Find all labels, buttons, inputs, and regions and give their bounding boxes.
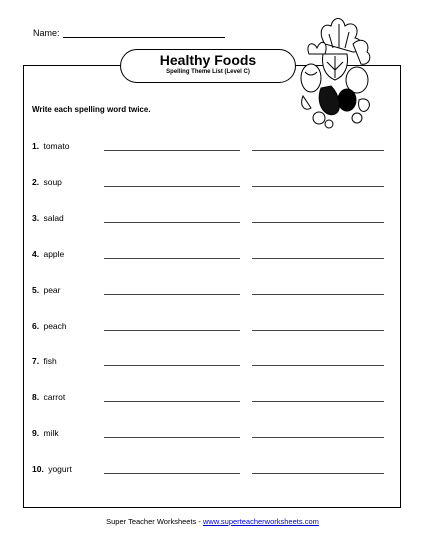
word-number: 5. [32, 285, 40, 295]
spelling-word: salad [43, 213, 64, 223]
word-number: 9. [32, 428, 40, 438]
vegetables-illustration-icon [295, 14, 375, 130]
write-line-second[interactable] [252, 473, 384, 474]
word-number: 3. [32, 213, 40, 223]
word-number: 8. [32, 392, 40, 402]
write-line-second[interactable] [252, 294, 384, 295]
write-line-second[interactable] [252, 437, 384, 438]
footer-website-link[interactable]: www.superteacherworksheets.com [202, 517, 319, 526]
write-line-second[interactable] [252, 150, 384, 151]
word-number: 2. [32, 177, 40, 187]
spelling-word: yogurt [48, 464, 72, 474]
word-row-5 [32, 285, 387, 297]
write-line-second[interactable] [252, 258, 384, 259]
word-row-3 [32, 213, 387, 225]
word-number: 4. [32, 249, 40, 259]
worksheet-subtitle: Spelling Theme List (Level C) [166, 69, 250, 75]
word-number: 1. [32, 141, 40, 151]
page-footer [0, 517, 425, 526]
write-line-first[interactable] [104, 473, 240, 474]
write-line-first[interactable] [104, 330, 240, 331]
word-row-7 [32, 356, 387, 368]
write-line-first[interactable] [104, 401, 240, 402]
word-row-10 [32, 464, 387, 476]
write-line-first[interactable] [104, 294, 240, 295]
write-line-first[interactable] [104, 222, 240, 223]
write-line-first[interactable] [104, 365, 240, 366]
word-number: 10. [32, 464, 44, 474]
spelling-word: fish [43, 356, 57, 366]
word-row-4 [32, 249, 387, 261]
spelling-word: tomato [43, 141, 70, 151]
spelling-word: milk [43, 428, 59, 438]
write-line-second[interactable] [252, 365, 384, 366]
write-line-second[interactable] [252, 222, 384, 223]
name-label: Name: [33, 28, 60, 38]
footer-text: Super Teacher Worksheets - [106, 517, 203, 526]
name-write-line[interactable] [63, 28, 225, 38]
spelling-word: carrot [43, 392, 66, 402]
word-row-6 [32, 321, 387, 333]
write-line-first[interactable] [104, 437, 240, 438]
write-line-first[interactable] [104, 258, 240, 259]
write-line-first[interactable] [104, 150, 240, 151]
word-number: 7. [32, 356, 40, 366]
instructions-text: Write each spelling word twice. [32, 105, 151, 114]
word-row-2 [32, 177, 387, 189]
name-field-row [33, 28, 225, 38]
write-line-second[interactable] [252, 330, 384, 331]
word-number: 6. [32, 321, 40, 331]
spelling-word: soup [43, 177, 62, 187]
write-line-second[interactable] [252, 401, 384, 402]
write-line-first[interactable] [104, 186, 240, 187]
word-row-9 [32, 428, 387, 440]
spelling-word: apple [43, 249, 65, 259]
spelling-word: pear [43, 285, 61, 295]
title-banner [120, 49, 296, 83]
spelling-word: peach [43, 321, 67, 331]
word-row-1 [32, 141, 387, 153]
write-line-second[interactable] [252, 186, 384, 187]
worksheet-title: Healthy Foods [159, 52, 257, 68]
word-row-8 [32, 392, 387, 404]
